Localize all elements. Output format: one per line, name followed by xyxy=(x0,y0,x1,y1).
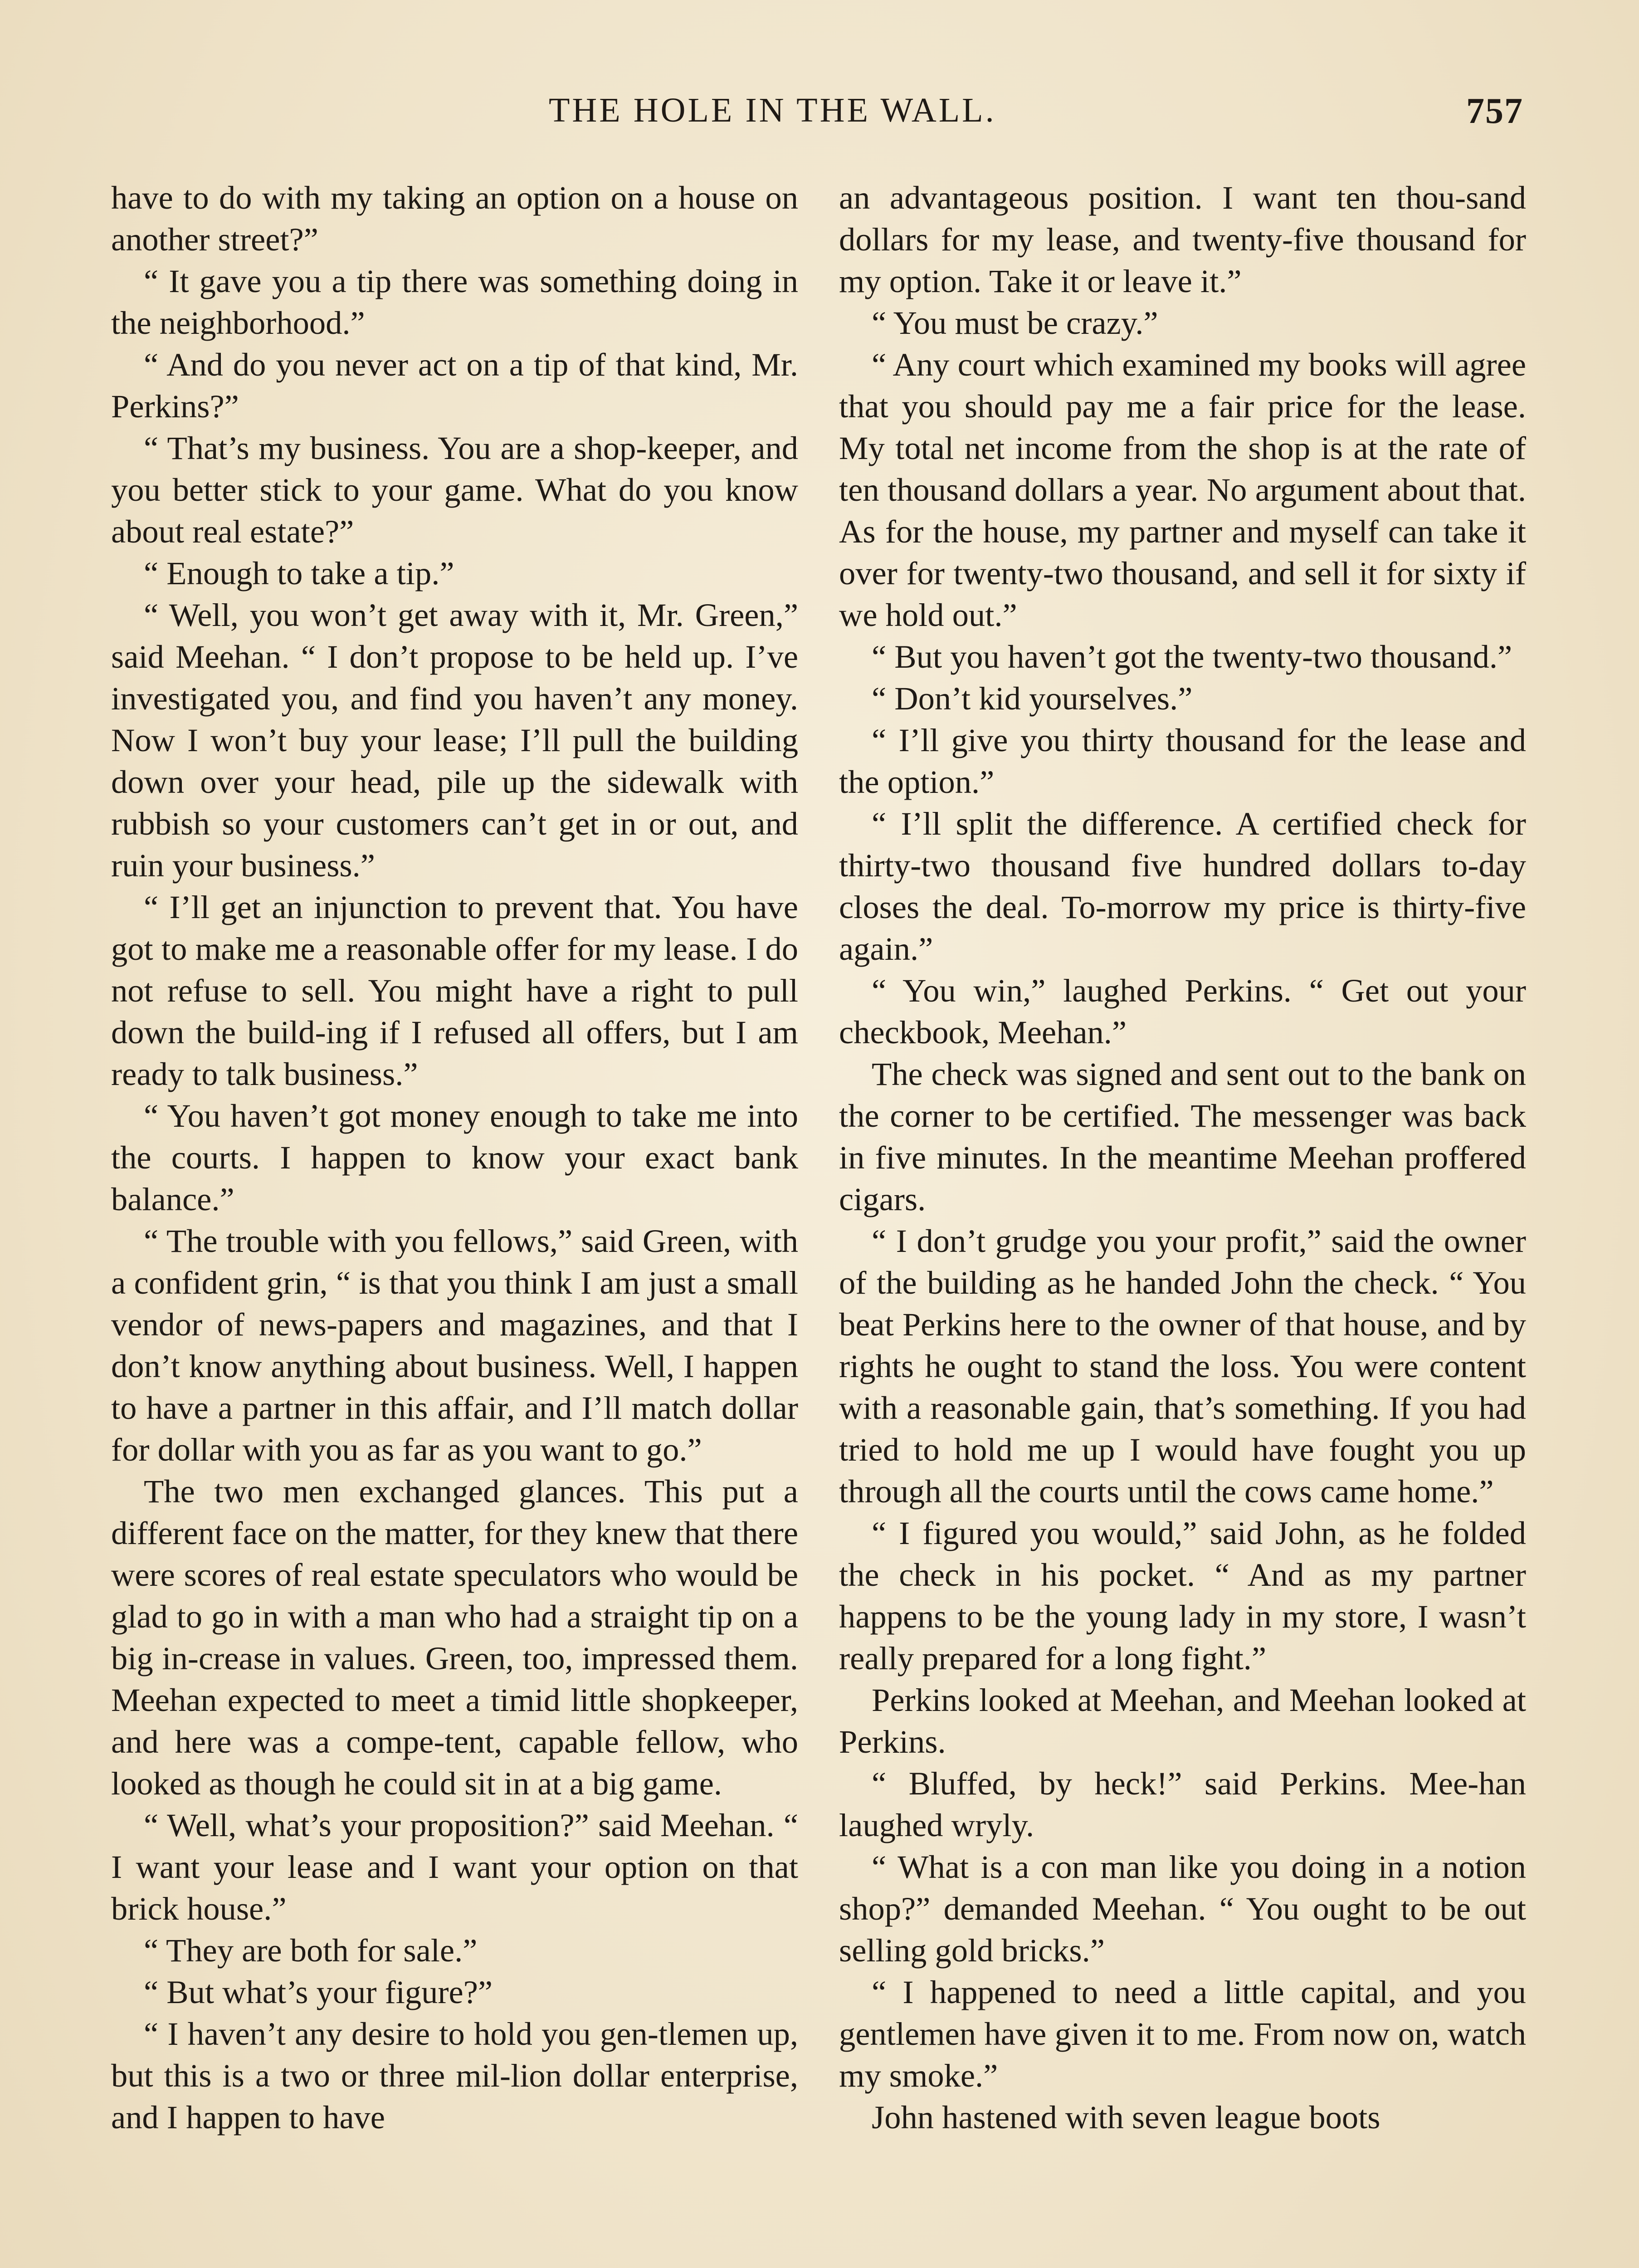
paragraph: “ Well, what’s your proposition?” said Meehan. “ I want your lease and I want your option on that brick house.” xyxy=(111,1807,798,1927)
page-number: 757 xyxy=(1466,91,1523,131)
paragraph: Perkins looked at Meehan, and Meehan looked at Perkins. xyxy=(839,1681,1526,1760)
running-title: THE HOLE IN THE WALL. xyxy=(549,91,996,129)
paragraph: “ And do you never act on a tip of that kind, Mr. Perkins?” xyxy=(111,346,798,425)
paragraph: “ Don’t kid yourselves.” xyxy=(872,680,1193,717)
paragraph: “ I’ll give you thirty thousand for the lease and the option.” xyxy=(839,722,1526,800)
paragraph: “ It gave you a tip there was something doing in the neighborhood.” xyxy=(111,263,798,341)
paragraph: “ But what’s your figure?” xyxy=(144,1974,493,2010)
paragraph: “ But you haven’t got the twenty-two thousand.” xyxy=(872,638,1512,675)
paragraph: “ I haven’t any desire to hold you gen-tlemen up, but this is a two or three mil-lion dollar enterprise, and I happen to have xyxy=(111,2015,798,2136)
paragraph: “ The trouble with you fellows,” said Green, with a confident grin, “ is that you think I am just a small vendor of news-papers and magazines, and that I don’t know anything about business. Well, I happen to have a partner in this affair, and I’ll match dollar for dollar with you as far as you want to go.” xyxy=(111,1222,798,1468)
paragraph: “ Any court which examined my books will agree that you should pay me a fair price for the lease. My total net income from the shop is at the rate of ten thousand dollars a year. No argument about that. As for the house, my partner and myself can take it over for twenty-two thousand, and sell it for sixty if we hold out.” xyxy=(839,346,1526,633)
paragraph: The two men exchanged glances. This put a different face on the matter, for they knew that there were scores of real estate speculators who would be glad to go in with a man who had a straight tip on a big in-crease in values. Green, too, impressed them. Meehan expected to meet a timid little shopkeeper, and here was a compe-tent, capable fellow, who looked as though he could sit in at a big game. xyxy=(111,1473,798,1802)
paragraph: The check was signed and sent out to the bank on the corner to be certified. The messenger was back in five minutes. In the meantime Meehan proffered cigars. xyxy=(839,1056,1526,1217)
paragraph: “ I figured you would,” said John, as he folded the check in his pocket. “ And as my partner happens to be the young lady in my store, I wasn’t really prepared for a long fight.” xyxy=(839,1515,1526,1677)
paragraph: “ You haven’t got money enough to take me into the courts. I happen to know your exact bank balance.” xyxy=(111,1097,798,1217)
paragraph: “ I don’t grudge you your profit,” said the owner of the building as he handed John the check. “ You beat Perkins here to the owner of that house, and by rights he ought to stand the loss. You were content with a reasonable gain, that’s something. If you had tried to hold me up I would have fought you up through all the courts until the cows came home.” xyxy=(839,1222,1526,1510)
paragraph: “ That’s my business. You are a shop-keeper, and you better stick to your game. What do you know about real estate?” xyxy=(111,430,798,550)
paragraph: “ I’ll split the difference. A certified check for thirty-two thousand five hundred dollars to-day closes the deal. To-morrow my price is thirty-five again.” xyxy=(839,805,1526,967)
right-text-column xyxy=(839,177,1526,2138)
paragraph: “ What is a con man like you doing in a notion shop?” demanded Meehan. “ You ought to be out selling gold bricks.” xyxy=(839,1848,1526,1969)
paragraph: “ Enough to take a tip.” xyxy=(144,555,454,591)
paragraph: have to do with my taking an option on a house on another street?” xyxy=(111,179,798,258)
paragraph: “ Bluffed, by heck!” said Perkins. Mee-han laughed wryly. xyxy=(839,1765,1526,1843)
paragraph: “ I happened to need a little capital, and you gentlemen have given it to me. From now on, watch my smoke.” xyxy=(839,1974,1526,2094)
running-head xyxy=(0,91,1639,145)
paragraph: “ You must be crazy.” xyxy=(872,304,1158,341)
paragraph: “ I’ll get an injunction to prevent that. You have got to make me a reasonable offer for my lease. I do not refuse to sell. You might have a right to pull down the build-ing if I refused all offers, but I am ready to talk business.” xyxy=(111,889,798,1092)
paragraph: “ They are both for sale.” xyxy=(144,1932,478,1969)
paragraph: John hastened with seven league boots xyxy=(872,2099,1380,2136)
paragraph: “ Well, you won’t get away with it, Mr. Green,” said Meehan. “ I don’t propose to be held up. I’ve investigated you, and find you haven’t any money. Now I won’t buy your lease; I’ll pull the building down over your head, pile up the sidewalk with rubbish so your customers can’t get in or out, and ruin your business.” xyxy=(111,596,798,884)
paragraph: an advantageous position. I want ten thou-sand dollars for my lease, and twenty-five thousand for my option. Take it or leave it.” xyxy=(839,179,1526,299)
left-text-column xyxy=(111,177,798,2138)
paragraph: “ You win,” laughed Perkins. “ Get out your checkbook, Meehan.” xyxy=(839,972,1526,1051)
